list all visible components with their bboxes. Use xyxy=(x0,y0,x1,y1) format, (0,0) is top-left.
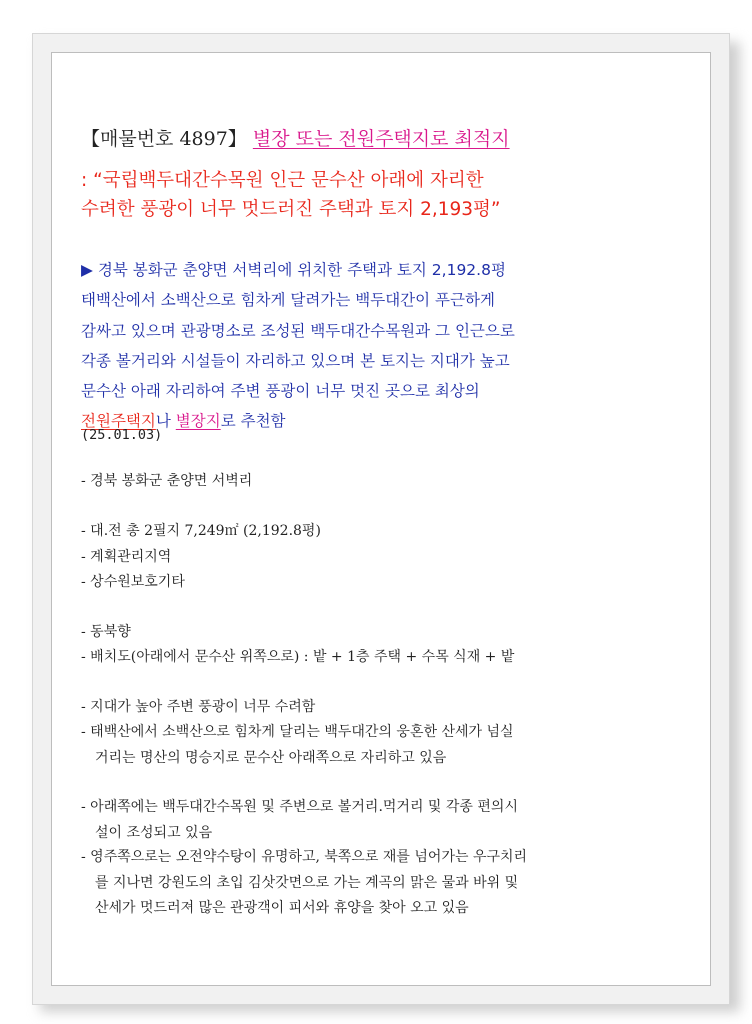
item-layout: - 배치도(아래에서 문수산 위쪽으로) : 밭 + 1층 주택 + 수목 식재 + 밭 xyxy=(81,649,515,665)
item-line: - 영주쪽으로는 오전약수탕이 유명하고, 북쪽으로 재를 넘어가는 우구치리 xyxy=(81,849,528,865)
intro-line: 각종 볼거리와 시설들이 자리하고 있으며 본 토지는 지대가 높고 xyxy=(81,351,510,370)
item-line: - 아래쪽에는 백두대간수목원 및 주변으로 볼거리.먹거리 및 각종 편의시 xyxy=(81,799,518,815)
quote-line: 수려한 풍광이 너무 멋드러진 주택과 토지 2,193평” xyxy=(81,199,501,220)
intro-line: ▶ 경북 봉화군 춘양면 서벽리에 위치한 주택과 토지 2,192.8평 xyxy=(81,261,506,279)
item-zone: - 상수원보호기타 xyxy=(81,574,185,590)
post-date: (25.01.03) xyxy=(81,427,163,443)
intro-line: 문수산 아래 자리하여 주변 풍광이 너무 멋진 곳으로 최상의 xyxy=(81,382,480,401)
item-yeongju xyxy=(81,845,527,922)
keyword-country-house: 전원주택지 xyxy=(81,412,156,431)
item-line: - 태백산에서 소백산으로 힘차게 달리는 백두대간의 웅혼한 산세가 넘실 xyxy=(81,724,514,740)
item-location: - 경북 봉화군 춘양면 서벽리 xyxy=(81,473,253,489)
keyword-villa: 별장지 xyxy=(175,412,221,431)
quote-line: : “국립백두대간수목원 인근 문수산 아래에 자리한 xyxy=(81,170,484,191)
intro-line: 태백산에서 소백산으로 힘차게 달려가는 백두대간이 푸근하게 xyxy=(81,291,495,310)
intro-text: 로 추천함 xyxy=(220,412,286,431)
intro-text: 나 xyxy=(155,412,176,431)
item-land: - 대.전 총 2필지 7,249㎡ (2,192.8평) xyxy=(81,523,321,539)
item-view: - 지대가 높아 주변 풍광이 너무 수려함 xyxy=(81,699,316,715)
intro-paragraph xyxy=(81,255,641,437)
item-line: 산세가 멋드러져 많은 관광객이 피서와 휴양을 찾아 오고 있음 xyxy=(95,900,469,916)
item-line: 거리는 명산의 명승지로 문수산 아래쪽으로 자리하고 있음 xyxy=(95,749,447,766)
item-direction: - 동북향 xyxy=(81,624,131,640)
item-zone: - 계획관리지역 xyxy=(81,549,172,565)
item-line: 를 지나면 강원도의 초입 김삿갓면으로 가는 계곡의 맑은 물과 바위 및 xyxy=(95,874,519,891)
listing-tagline: 별장 또는 전원주택지로 최적지 xyxy=(252,128,510,150)
listing-headline xyxy=(81,127,510,151)
listing-number: 【매물번호 4897】 xyxy=(81,128,247,150)
intro-line xyxy=(81,406,641,436)
item-mountain xyxy=(81,720,514,771)
intro-line: 감싸고 있으며 관광명소로 조성된 백두대간수목원과 그 인근으로 xyxy=(81,321,515,340)
listing-quote xyxy=(81,166,501,224)
item-line: 설이 조성되고 있음 xyxy=(95,824,213,841)
item-amenities xyxy=(81,795,518,846)
